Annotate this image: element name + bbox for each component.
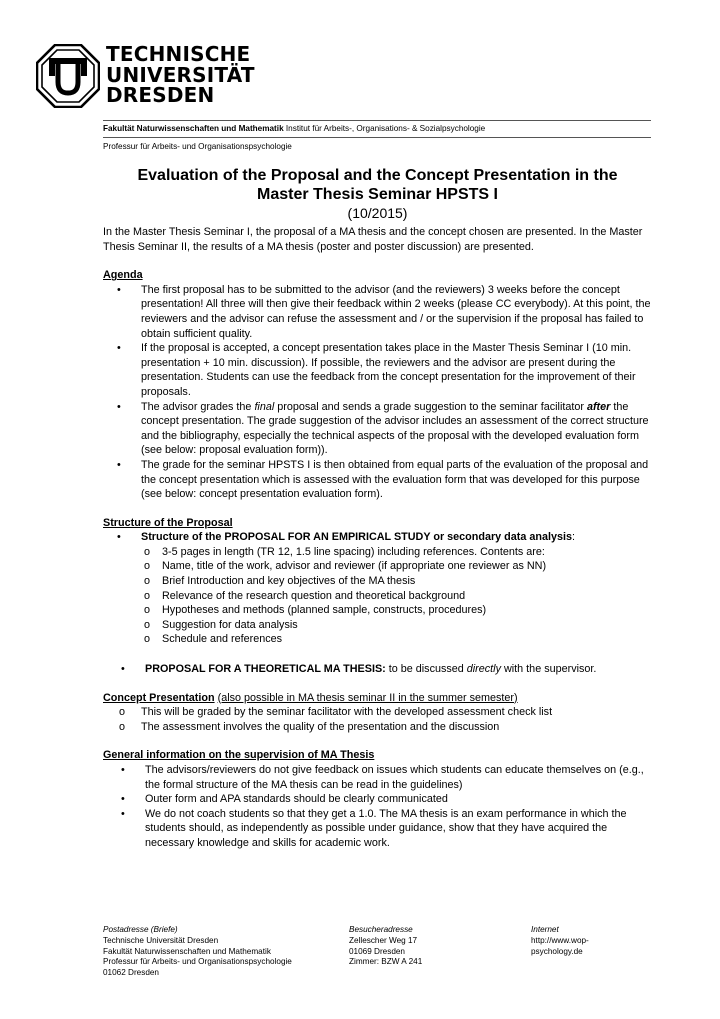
structure-list xyxy=(103,530,652,545)
list-item: o 3-5 pages in length (TR 12, 1.5 line spacing) including references. Contents are: xyxy=(144,545,545,558)
faculty-line xyxy=(103,124,485,134)
theoretical-list xyxy=(103,662,652,677)
circle-bullet-icon: o xyxy=(144,604,151,617)
list-item: o Suggestion for data analysis xyxy=(144,618,298,631)
general-list xyxy=(103,763,652,851)
list-item: o This will be graded by the seminar facilitator with the developed assessment check list xyxy=(119,706,553,719)
document-title: Evaluation of the Proposal and the Concept Presentation in the xyxy=(137,167,618,184)
document-title-line2: Master Thesis Seminar HPSTS I xyxy=(257,186,498,203)
circle-bullet-icon: o xyxy=(144,560,151,573)
faculty-name: Fakultät Naturwissenschaften und Mathematik xyxy=(103,124,284,133)
list-item: o Name, title of the work, advisor and reviewer (if appropriate one reviewer as NN) xyxy=(144,560,547,573)
bullet-icon: • xyxy=(117,458,121,471)
list-item: • The grade for the seminar HPSTS I is then obtained from equal parts of the evaluation of the proposal and the concept presentation which is assessed with the evaluation form that was developed for this purpose (see below: concept presentation evaluation form). xyxy=(117,458,649,501)
footer-line: Zellescher Weg 17 xyxy=(349,935,418,945)
bullet-icon: • xyxy=(121,793,125,806)
wordmark-line: DRESDEN xyxy=(106,83,215,107)
agenda-heading: Agenda xyxy=(103,269,143,282)
bullet-icon: • xyxy=(117,283,121,296)
circle-bullet-icon: o xyxy=(144,618,151,631)
list-item: • The advisors/reviewers do not give feedback on issues which students can educate themselves on (e.g., the formal structure of the MA thesis can be read in the guidelines) xyxy=(121,764,644,791)
footer-label: Internet xyxy=(531,925,559,934)
list-item: o Schedule and references xyxy=(144,633,283,646)
footer-postal xyxy=(103,925,338,979)
tu-dresden-logo-icon xyxy=(36,44,100,108)
professorship: Professur für Arbeits- und Organisationspsychologie xyxy=(103,142,292,151)
concept-note: (also possible in MA thesis seminar II in the summer semester) xyxy=(217,691,518,704)
wordmark-line: TECHNISCHE xyxy=(106,42,251,66)
intro-paragraph: In the Master Thesis Seminar I, the proposal of a MA thesis and the concept chosen are presented. In the Master Thesis Seminar II, the results of a MA thesis (poster and poster discussion) are presented. xyxy=(103,226,643,253)
list-item: • The first proposal has to be submitted to the advisor (and the reviewers) 3 weeks before the concept presentation! All three will then give their feedback within 2 weeks (please CC everybody). At this point, the reviewers and the advisor can refuse the assessment and / or the supervision if the proposal has failed to obtain sufficient quality. xyxy=(117,283,651,340)
structure-sublist xyxy=(103,545,652,647)
footer-label: Postadresse (Briefe) xyxy=(103,925,178,934)
document-date: (10/2015) xyxy=(347,205,408,221)
footer-line: 01069 Dresden xyxy=(349,946,405,956)
footer-line: 01062 Dresden xyxy=(103,968,159,978)
concept-heading: Concept Presentation xyxy=(103,691,215,704)
list-item: o The assessment involves the quality of the presentation and the discussion xyxy=(119,720,500,733)
footer-line: Zimmer: BZW A 241 xyxy=(349,957,423,967)
list-item: o Hypotheses and methods (planned sample, constructs, procedures) xyxy=(144,604,487,617)
circle-bullet-icon: o xyxy=(119,706,126,719)
footer-line: Professur für Arbeits- und Organisationspsychologie xyxy=(103,957,292,967)
bullet-icon: • xyxy=(117,400,121,413)
general-heading: General information on the supervision of MA Thesis xyxy=(103,749,375,762)
circle-bullet-icon: o xyxy=(144,575,151,588)
header-rule-bottom xyxy=(103,137,651,138)
bullet-icon: • xyxy=(121,807,125,820)
concept-list xyxy=(103,705,652,734)
list-item: o Relevance of the research question and theoretical background xyxy=(144,589,466,602)
list-item: • If the proposal is accepted, a concept presentation takes place in the Master Thesis Seminar I (10 min. presentation + 10 min. discussion). If possible, the reviewers and the advisor are present during the presentation. Students can use the feedback from the concept presentation for the improvement of their proposals. xyxy=(117,342,636,398)
footer-internet xyxy=(531,925,651,957)
footer-line: Technische Universität Dresden xyxy=(103,935,219,945)
concept-heading-line xyxy=(103,691,652,706)
footer-line: Fakultät Naturwissenschaften und Mathematik xyxy=(103,946,271,956)
agenda-list xyxy=(103,283,652,502)
website-link[interactable]: http://www.wop- xyxy=(531,935,589,945)
wordmark-line: UNIVERSITÄT xyxy=(106,62,255,87)
bullet-icon: • xyxy=(121,764,125,776)
footer-label: Besucheradresse xyxy=(349,925,413,934)
structure-heading: Structure of the Proposal xyxy=(103,516,233,529)
list-item: • We do not coach students so that they get a 1.0. The MA thesis is an exam performance in which the students should, as independently as possible under guidance, show that they have acquired the necessary knowledge and skills for academic work. xyxy=(121,807,627,849)
list-item: • PROPOSAL FOR A THEORETICAL MA THESIS: to be discussed directly with the supervisor. xyxy=(121,663,597,676)
circle-bullet-icon: o xyxy=(144,545,151,558)
header-rule-top xyxy=(103,120,651,121)
footer-visitor xyxy=(349,925,519,968)
circle-bullet-icon: o xyxy=(144,589,151,602)
document-body xyxy=(103,166,652,851)
list-item: o Brief Introduction and key objectives of the MA thesis xyxy=(144,575,416,588)
bullet-icon: • xyxy=(121,663,125,676)
institute-name: Institut für Arbeits-, Organisations- & Sozialpsychologie xyxy=(283,124,486,133)
list-item: • Outer form and APA standards should be clearly communicated xyxy=(121,793,448,806)
bullet-icon: • xyxy=(117,342,121,355)
website-link[interactable]: psychology.de xyxy=(531,946,583,956)
bullet-icon: • xyxy=(117,531,121,544)
university-wordmark xyxy=(106,44,255,106)
list-item: • Structure of the PROPOSAL FOR AN EMPIRICAL STUDY or secondary data analysis: xyxy=(117,531,575,544)
circle-bullet-icon: o xyxy=(119,720,126,733)
circle-bullet-icon: o xyxy=(144,633,151,646)
list-item: • The advisor grades the final proposal and sends a grade suggestion to the seminar facilitator after the concept presentation. The grade suggestion of the advisor includes an assessment of the correct structure and the bibliography, especially the technical aspects of the proposal with the developed evaluation form (see below: proposal evaluation form)). xyxy=(117,400,649,457)
